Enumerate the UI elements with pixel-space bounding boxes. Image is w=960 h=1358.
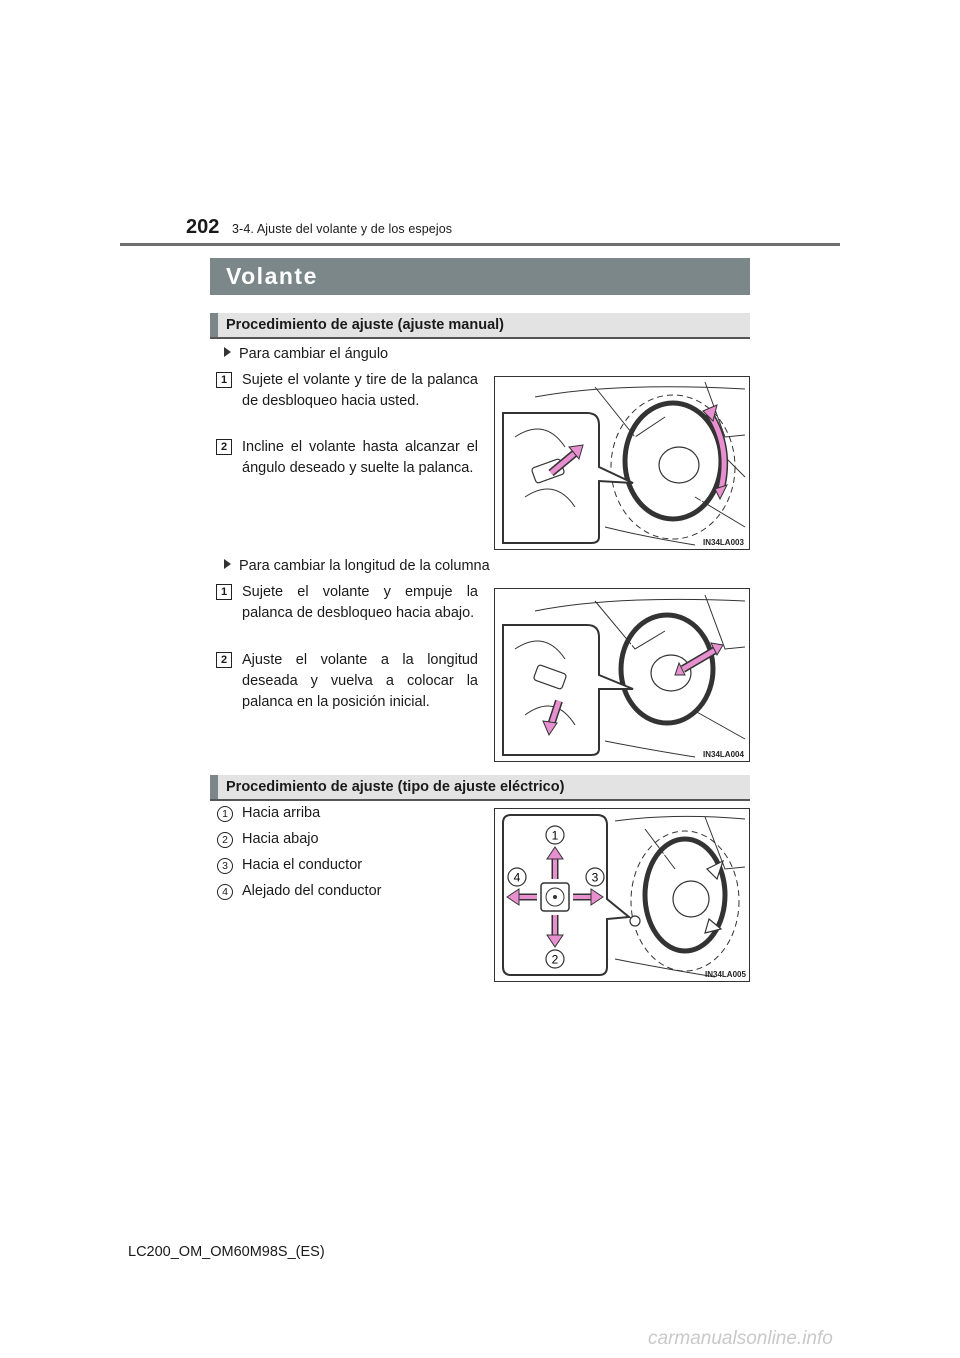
bullet-angle-text: Para cambiar el ángulo [239, 346, 389, 362]
item-number: 1 [217, 806, 233, 822]
chapter-title: 3-4. Ajuste del volante y de los espejos [232, 222, 453, 236]
page-number: 202 [186, 216, 220, 238]
fig-label: 2 [551, 952, 559, 967]
item-number: 3 [217, 858, 233, 874]
triangle-bullet-icon [224, 347, 231, 357]
step-text: Ajuste el volante a la longitud deseada y vuelva a colocar la palanca en la posición inicial. [242, 652, 478, 710]
step-text: Sujete el volante y tire de la palanca de desbloqueo hacia usted. [242, 372, 478, 409]
step-text: Incline el volante hasta alcanzar el ángulo deseado y suelte la palanca. [242, 439, 478, 476]
bullet-angle [224, 346, 388, 362]
step-number: 1 [216, 372, 232, 388]
header-divider [120, 243, 840, 246]
step-number: 2 [216, 652, 232, 668]
item-text: Alejado del conductor [242, 883, 382, 899]
fig-label: 4 [513, 870, 521, 885]
triangle-bullet-icon [224, 559, 231, 569]
figure-code: IN34LA005 [705, 970, 746, 979]
step-text: Sujete el volante y empuje la palanca de desbloqueo hacia abajo. [242, 584, 478, 621]
section-title: Volante [210, 258, 750, 295]
item-text: Hacia abajo [242, 831, 319, 847]
figure-code: IN34LA003 [703, 538, 744, 547]
figure-code: IN34LA004 [703, 750, 744, 759]
figure-tilt-adjust [494, 376, 750, 550]
fig-label: 3 [591, 870, 599, 885]
item-number: 2 [217, 832, 233, 848]
footer-code: LC200_OM_OM60M98S_(ES) [128, 1244, 325, 1260]
bullet-length [224, 558, 490, 574]
item-text: Hacia arriba [242, 805, 321, 821]
step-number: 1 [216, 584, 232, 600]
tilt-illustration [495, 377, 749, 549]
figure-telescopic-adjust [494, 588, 750, 762]
fig-label: 1 [551, 828, 559, 843]
item-text: Hacia el conductor [242, 857, 363, 873]
watermark: carmanualsonline.info [648, 1328, 833, 1349]
electric-illustration [495, 809, 749, 981]
figure-electric-adjust [494, 808, 750, 982]
subheader-manual: Procedimiento de ajuste (ajuste manual) [210, 313, 750, 339]
item-number: 4 [217, 884, 233, 900]
bullet-length-text: Para cambiar la longitud de la columna [239, 558, 490, 574]
telescopic-illustration [495, 589, 749, 761]
step-number: 2 [216, 439, 232, 455]
subheader-electric: Procedimiento de ajuste (tipo de ajuste eléctrico) [210, 775, 750, 801]
